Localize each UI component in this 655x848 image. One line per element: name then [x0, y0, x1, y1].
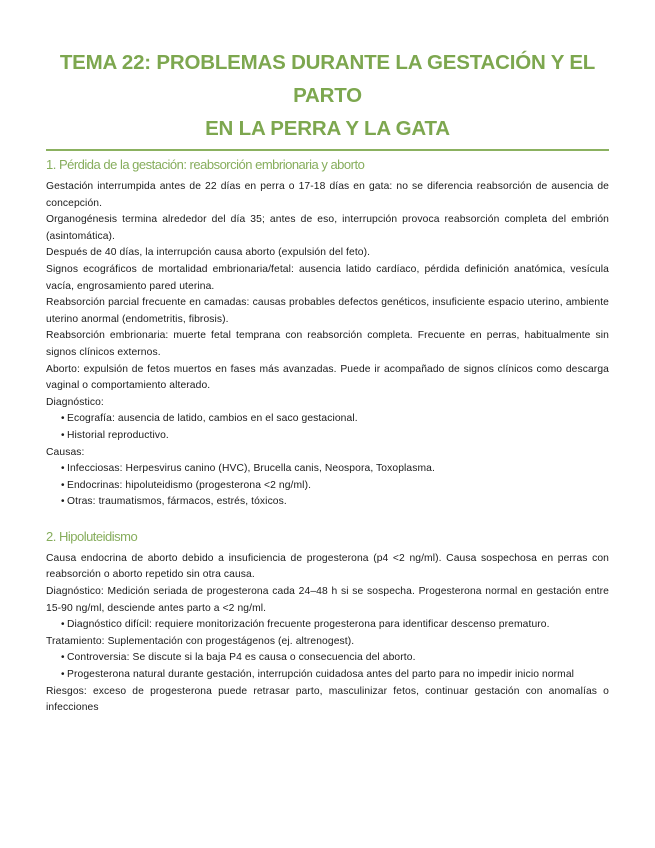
list-item: • Historial reproductivo. [67, 428, 609, 445]
section-1-heading: 1. Pérdida de la gestación: reabsorción embrionaria y aborto [46, 157, 365, 172]
tratamiento-list [46, 650, 609, 683]
paragraph: Aborto: expulsión de fetos muertos en fases más avanzadas. Puede ir acompañado de signos clínicos como descarga vaginal o comportamiento alterado. [46, 363, 609, 392]
diagnostico-label: Diagnóstico: [46, 396, 104, 408]
paragraph: Riesgos: exceso de progesterona puede retrasar parto, masculinizar fetos, continuar gestación con anomalías o infecciones [46, 685, 609, 714]
bullet-icon: • [61, 496, 65, 508]
bullet-icon: • [61, 652, 65, 664]
bullet-icon: • [61, 463, 65, 475]
bullet-icon: • [61, 413, 65, 425]
paragraph: Gestación interrumpida antes de 22 días en perra o 17-18 días en gata: no se diferencia reabsorción de ausencia de concepción. [46, 181, 609, 209]
list-item: • Infecciosas: Herpesvirus canino (HVC), Brucella canis, Neospora, Toxoplasma. [67, 461, 609, 478]
title-line-2: EN LA PERRA Y LA GATA [205, 117, 450, 140]
bullet-icon: • [61, 479, 65, 491]
paragraph: Organogénesis termina alrededor del día 35; antes de eso, interrupción provoca reabsorción completa del embrión (asintomática). [46, 214, 609, 242]
diagnostico-hipo-list [46, 617, 609, 634]
causas-list [46, 461, 609, 511]
paragraph: Reabsorción parcial frecuente en camadas: causas probables defectos genéticos, insuficiente espacio uterino, ambiente uterino anormal (endometritis, fibrosis). [46, 297, 609, 325]
list-item: • Progesterona natural durante gestación, interrupción cuidadosa antes del parto para no impedir inicio normal [67, 667, 609, 684]
bullet-icon: • [61, 619, 65, 631]
causas-label: Causas: [46, 446, 85, 458]
paragraph: Causa endocrina de aborto debido a insuficiencia de progesterona (p4 <2 ng/ml). Causa sospechosa en perras con reabsorción o aborto repetido sin otra causa. [46, 552, 609, 581]
paragraph: Reabsorción embrionaria: muerte fetal temprana con reabsorción completa. Frecuente en perras, habitualmente sin signos clínicos externos. [46, 330, 609, 358]
diagnostico-list [46, 411, 609, 444]
title-line-1: TEMA 22: PROBLEMAS DURANTE LA GESTACIÓN Y EL PARTO [59, 51, 596, 107]
bullet-icon: • [61, 429, 65, 441]
section-2-heading: 2. Hipoluteidismo [46, 528, 138, 544]
title-divider [46, 149, 609, 151]
list-item: • Ecografía: ausencia de latido, cambios en el saco gestacional. [67, 411, 609, 428]
paragraph: Diagnóstico: Medición seriada de progesterona cada 24–48 h si se sospecha. Progesterona normal en gestación entre 15-90 ng/ml, desciende antes parto a <2 ng/ml. [46, 586, 609, 614]
list-item: • Diagnóstico difícil: requiere monitorización frecuente progesterona para identificar descenso prematuro. [67, 617, 609, 634]
paragraph: Tratamiento: Suplementación con progestágenos (ej. altrenogest). [46, 635, 355, 647]
document-title [46, 46, 609, 145]
bullet-icon: • [61, 669, 65, 681]
list-item: • Controversia: Se discute si la baja P4 es causa o consecuencia del aborto. [67, 650, 609, 667]
list-item: • Otras: traumatismos, fármacos, estrés, tóxicos. [67, 494, 609, 511]
list-item: • Endocrinas: hipoluteidismo (progesterona <2 ng/ml). [67, 478, 609, 495]
paragraph: Después de 40 días, la interrupción causa aborto (expulsión del feto). [46, 247, 371, 259]
paragraph: Signos ecográficos de mortalidad embrionaria/fetal: ausencia latido cardíaco, pérdida definición anatómica, vesícula vacía, engrosamiento pared uterina. [46, 263, 609, 292]
